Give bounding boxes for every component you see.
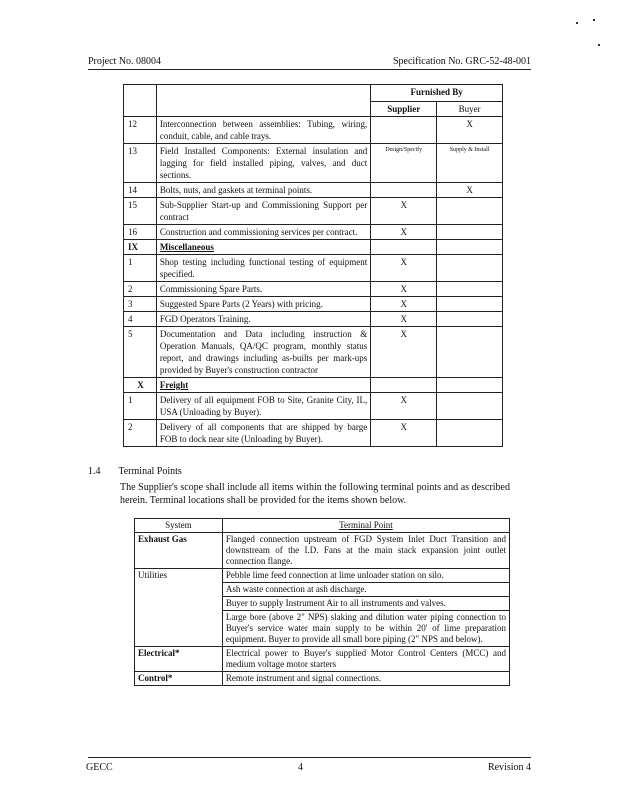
row-description: FGD Operators Training.: [156, 312, 370, 327]
section-title: Freight: [156, 378, 370, 393]
buyer-mark: [437, 297, 503, 312]
table-row: [135, 533, 510, 569]
terminal-point-cell: Buyer to supply Instrument Air to all instruments and valves.: [222, 597, 509, 611]
terminal-point-cell: Ash waste connection at ash discharge.: [222, 583, 509, 597]
supplier-mark: X: [371, 297, 437, 312]
row-description: Interconnection between assemblies: Tubing, wiring, conduit, cable, and cable trays.: [156, 117, 370, 144]
buyer-mark: [437, 420, 503, 447]
row-number: 3: [124, 297, 157, 312]
table-row: [124, 183, 503, 198]
section-title: Terminal Points: [118, 466, 182, 477]
terminal-point-cell: Remote instrument and signal connections.: [222, 672, 509, 686]
section-row-freight: [124, 378, 503, 393]
system-cell: [135, 597, 223, 611]
supplier-mark: X: [371, 327, 437, 378]
table-row: [124, 420, 503, 447]
buyer-mark: [437, 327, 503, 378]
buyer-mark: [437, 393, 503, 420]
footer-company: GECC: [86, 762, 113, 773]
row-number: 2: [124, 282, 157, 297]
supplier-mark: X: [371, 282, 437, 297]
buyer-mark: X: [437, 183, 503, 198]
system-cell: [135, 611, 223, 647]
buyer-mark: [437, 282, 503, 297]
terminal-point-cell: Large bore (above 2" NPS) slaking and dilution water piping connection to Buyer's service water main supply to be within 20' of lime preparation equipment. Buyer to provide all small bore piping (2" NPS and below).: [222, 611, 509, 647]
scope-table: [123, 84, 503, 447]
supplier-mark: [371, 183, 437, 198]
footer-rule: [88, 757, 531, 758]
table-row: [124, 117, 503, 144]
terminal-point-cell: Pebble lime feed connection at lime unloader station on silo.: [222, 569, 509, 583]
table-row: [135, 647, 510, 672]
section-number: IX: [124, 240, 157, 255]
supplier-mark: X: [371, 420, 437, 447]
buyer-heading: Buyer: [437, 102, 503, 117]
system-column-header: System: [135, 519, 223, 533]
table-row: [124, 255, 503, 282]
supplier-mark: X: [371, 198, 437, 225]
row-description: Delivery of all components that are shipped by barge FOB to dock near site (Unloading by Buyer).: [156, 420, 370, 447]
row-number: 4: [124, 312, 157, 327]
table-row: [124, 282, 503, 297]
terminal-point-cell: Electrical power to Buyer's supplied Motor Control Centers (MCC) and medium voltage motor starters: [222, 647, 509, 672]
header-specification: Specification No. GRC-52-48-001: [392, 56, 531, 67]
system-cell: [135, 583, 223, 597]
row-number: 1: [124, 255, 157, 282]
table-row: [135, 672, 510, 686]
section-number: X: [124, 378, 157, 393]
row-description: Delivery of all equipment FOB to Site, Granite City, IL, USA (Unloading by Buyer).: [156, 393, 370, 420]
system-cell: Exhaust Gas: [135, 533, 223, 569]
row-description: Shop testing including functional testing of equipment specified.: [156, 255, 370, 282]
scope-header-row-2: [124, 102, 503, 117]
terminal-point-cell: Flanged connection upstream of FGD System Inlet Duct Transition and downstream of the I.D. Fans at the main stack expansion joint outlet connection flange.: [222, 533, 509, 569]
scan-speck: [593, 19, 595, 21]
system-cell: Electrical*: [135, 647, 223, 672]
section-title: Miscellaneous: [156, 240, 370, 255]
supplier-heading: Supplier: [371, 102, 437, 117]
header-rule: [88, 69, 531, 70]
row-description: Field Installed Components: External insulation and lagging for field installed piping, valves, and duct sections.: [156, 144, 370, 183]
row-number: 14: [124, 183, 157, 198]
supplier-mark: X: [371, 225, 437, 240]
supplier-mark: [371, 117, 437, 144]
supplier-mark: X: [371, 393, 437, 420]
table-row: [135, 597, 510, 611]
section-number: 1.4: [88, 466, 101, 477]
system-cell: Utilities: [135, 569, 223, 583]
buyer-mark: [437, 312, 503, 327]
buyer-mark: X: [437, 117, 503, 144]
supplier-mark: X: [371, 312, 437, 327]
section-paragraph: The Supplier's scope shall include all items within the following terminal points and as described herein. Terminal locations shall be provided for the items shown below.: [120, 482, 510, 506]
scan-speck: [576, 22, 578, 24]
row-description: Bolts, nuts, and gaskets at terminal points.: [156, 183, 370, 198]
row-number: 1: [124, 393, 157, 420]
terminal-points-table: [134, 518, 510, 686]
row-number: 15: [124, 198, 157, 225]
buyer-mark: [437, 255, 503, 282]
row-description: Documentation and Data including instruction & Operation Manuals, QA/QC program, monthly status report, and drawings including as-builts per mark-ups provided by Buyer's construction contractor: [156, 327, 370, 378]
section-row-miscellaneous: [124, 240, 503, 255]
table-row: [135, 583, 510, 597]
table-row: [124, 225, 503, 240]
section-heading: [88, 466, 182, 477]
table-row: [124, 327, 503, 378]
terminal-header-row: [135, 519, 510, 533]
table-row: [124, 297, 503, 312]
row-number: 2: [124, 420, 157, 447]
table-row: [124, 144, 503, 183]
supplier-mark: Design/Specify: [371, 144, 437, 183]
furnished-by-heading: Furnished By: [371, 85, 503, 102]
row-description: Commissioning Spare Parts.: [156, 282, 370, 297]
footer-page-number: 4: [298, 762, 303, 773]
row-number: 5: [124, 327, 157, 378]
buyer-mark: [437, 198, 503, 225]
table-row: [124, 198, 503, 225]
terminal-point-column-header: Terminal Point: [222, 519, 509, 533]
row-number: 16: [124, 225, 157, 240]
table-row: [135, 611, 510, 647]
table-row: [124, 393, 503, 420]
footer-revision: Revision 4: [487, 762, 531, 773]
system-cell: Control*: [135, 672, 223, 686]
buyer-mark: Supply & Install: [437, 144, 503, 183]
supplier-mark: X: [371, 255, 437, 282]
scan-speck: [598, 44, 600, 46]
header-project: Project No. 08004: [88, 56, 162, 67]
scope-header-row-1: [124, 85, 503, 102]
row-description: Sub-Supplier Start-up and Commissioning Support per contract: [156, 198, 370, 225]
table-row: [124, 312, 503, 327]
row-description: Construction and commissioning services per contract.: [156, 225, 370, 240]
row-number: 13: [124, 144, 157, 183]
row-number: 12: [124, 117, 157, 144]
buyer-mark: [437, 225, 503, 240]
table-row: [135, 569, 510, 583]
row-description: Suggested Spare Parts (2 Years) with pricing.: [156, 297, 370, 312]
